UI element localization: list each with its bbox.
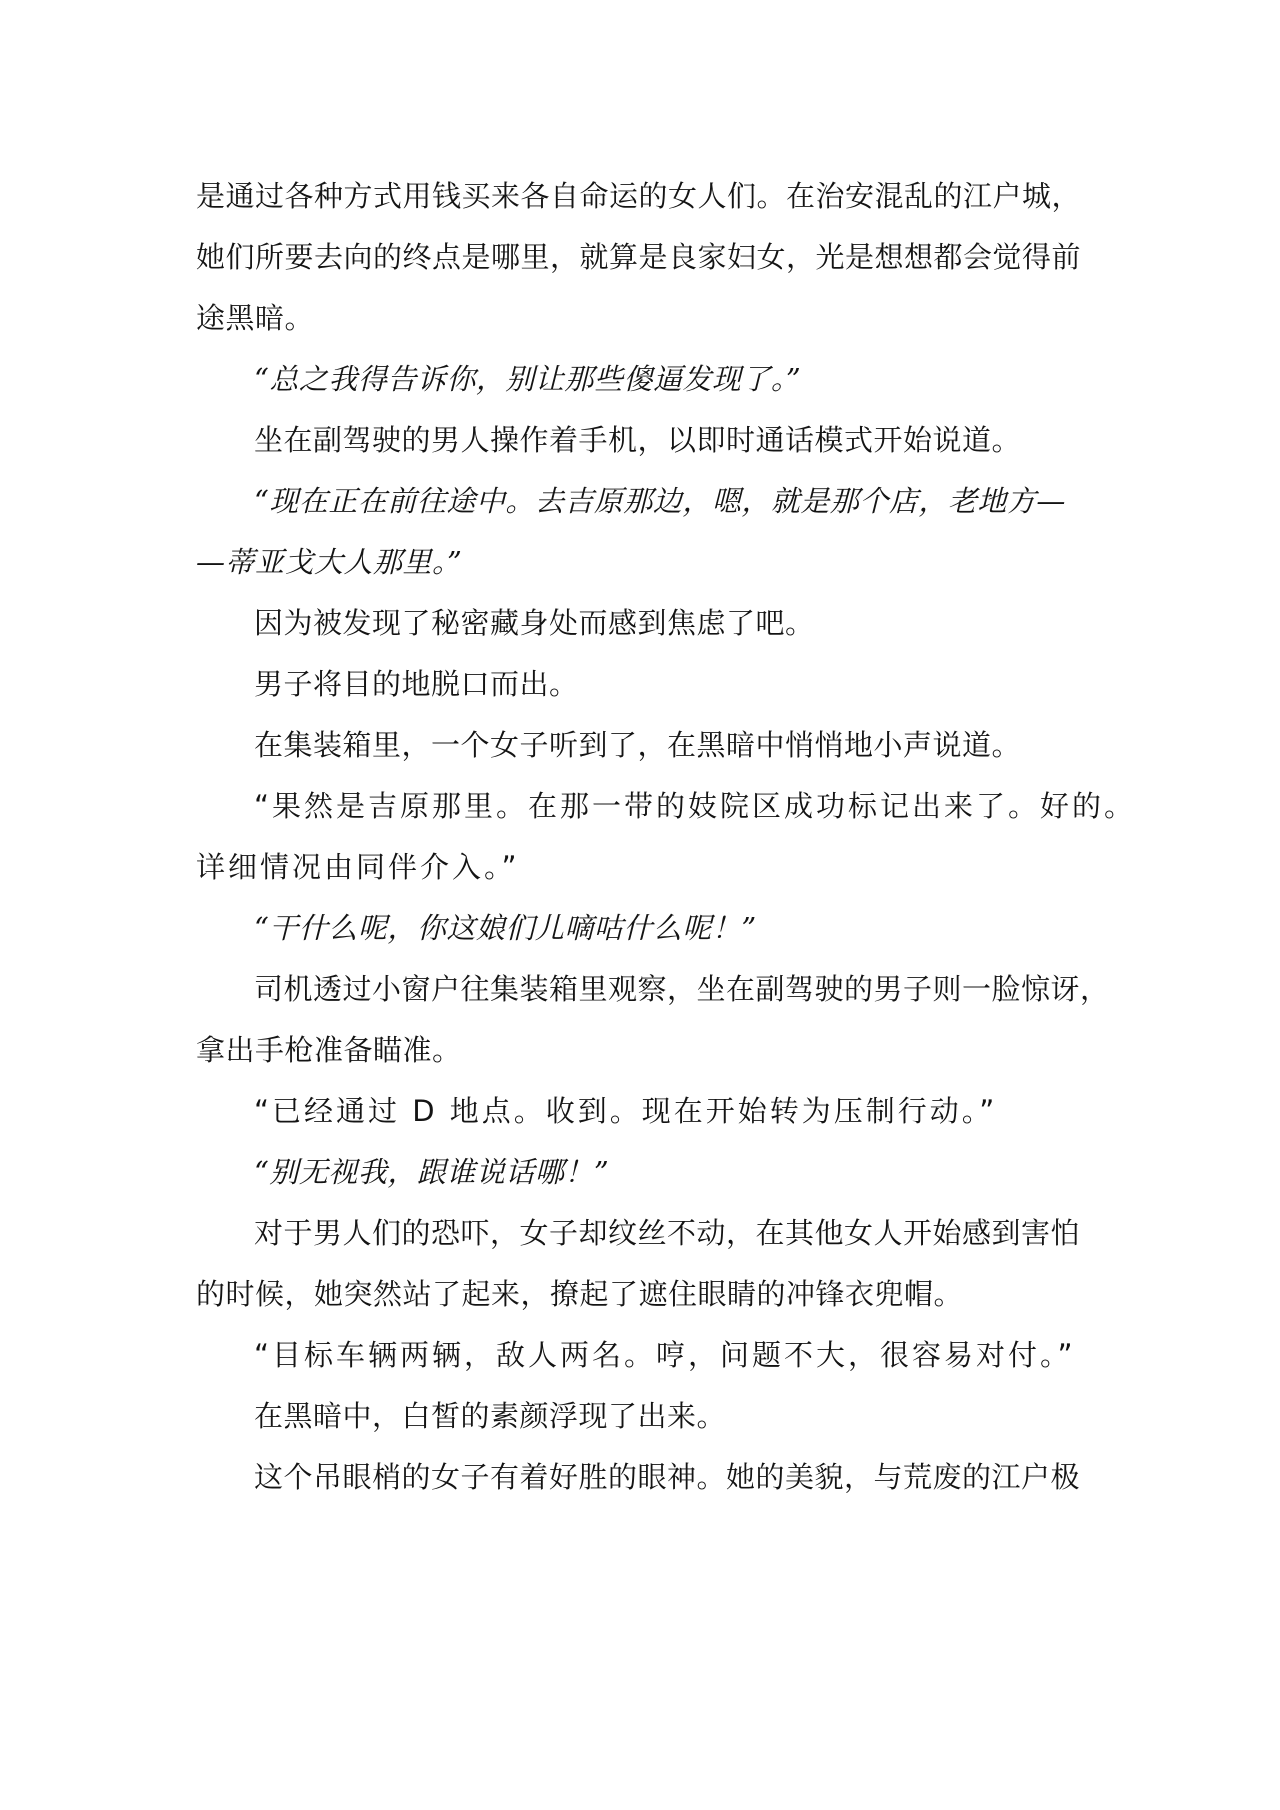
dialogue-line: “别无视我，跟谁说话哪！”	[254, 1155, 610, 1189]
text-line: 拿出手枪准备瞄准。	[196, 1033, 462, 1067]
dialogue-line: 详细情况由同伴介入。”	[196, 850, 520, 884]
text-line: 坐在副驾驶的男人操作着手机，以即时通话模式开始说道。	[254, 423, 1022, 457]
dialogue-line: “目标车辆两辆，敌人两名。哼，问题不大，很容易对付。”	[254, 1338, 1076, 1372]
text-line: 的时候，她突然站了起来，撩起了遮住眼睛的冲锋衣兜帽。	[196, 1277, 964, 1311]
dialogue-line: “干什么呢，你这娘们儿嘀咕什么呢！”	[254, 911, 757, 945]
dialogue-line: “果然是吉原那里。在那一带的妓院区成功标记出来了。好的。	[254, 789, 1137, 823]
text-line: 这个吊眼梢的女子有着好胜的眼神。她的美貌，与荒废的江户极	[254, 1460, 1081, 1494]
text-line: 在集装箱里，一个女子听到了，在黑暗中悄悄地小声说道。	[254, 728, 1022, 762]
dialogue-line: “已经通过 D 地点。收到。现在开始转为压制行动。”	[254, 1094, 998, 1128]
text-line: 途黑暗。	[196, 301, 315, 335]
text-body	[196, 166, 1137, 1508]
text-line: 是通过各种方式用钱买来各自命运的女人们。在治安混乱的江户城，	[196, 179, 1082, 213]
text-line: 司机透过小窗户往集装箱里观察，坐在副驾驶的男子则一脸惊讶，	[254, 972, 1110, 1006]
dialogue-line: —蒂亚戈大人那里。”	[196, 545, 463, 579]
text-line: 因为被发现了秘密藏身处而感到焦虑了吧。	[254, 606, 815, 640]
text-line: 在黑暗中，白皙的素颜浮现了出来。	[254, 1399, 727, 1433]
dialogue-line: “现在正在前往途中。去吉原那边，嗯，就是那个店，老地方—	[254, 484, 1066, 518]
dialogue-line: “总之我得告诉你，别让那些傻逼发现了。”	[254, 362, 802, 396]
text-line: 男子将目的地脱口而出。	[254, 667, 579, 701]
text-line: 她们所要去向的终点是哪里，就算是良家妇女，光是想想都会觉得前	[196, 240, 1082, 274]
text-line: 对于男人们的恐吓，女子却纹丝不动，在其他女人开始感到害怕	[254, 1216, 1081, 1250]
